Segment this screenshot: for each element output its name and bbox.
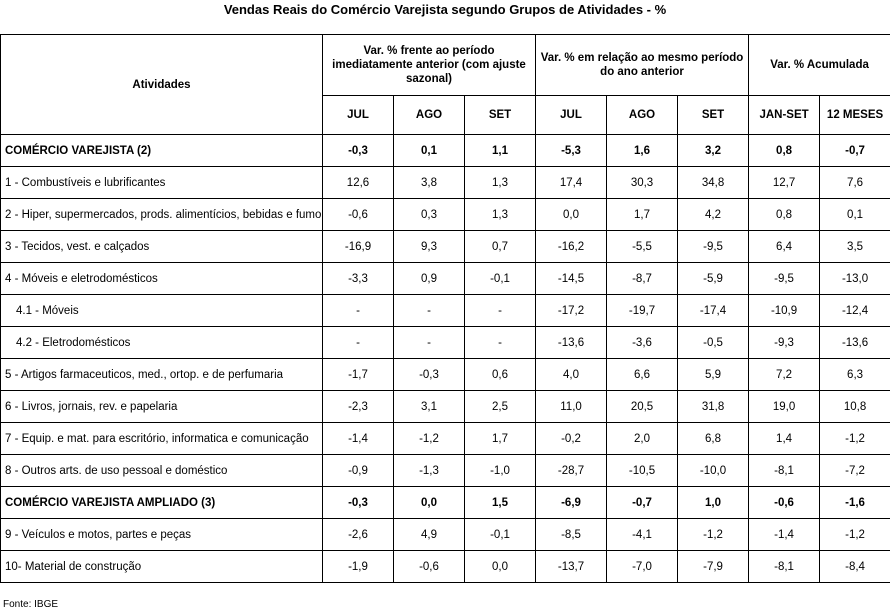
value-cell: -1,2 — [820, 519, 890, 551]
value-cell: 5,9 — [678, 359, 749, 391]
value-cell: -13,0 — [820, 263, 890, 295]
value-cell: -1,4 — [749, 519, 820, 551]
value-cell: 9,3 — [394, 231, 465, 263]
value-cell: -16,9 — [323, 231, 394, 263]
table-row — [1, 423, 890, 455]
row-label: 6 - Livros, jornais, rev. e papelaria — [1, 391, 323, 423]
value-cell: -0,3 — [323, 487, 394, 519]
value-cell: 1,0 — [678, 487, 749, 519]
value-cell: - — [323, 327, 394, 359]
header-month: SET — [678, 96, 749, 135]
value-cell: -14,5 — [536, 263, 607, 295]
value-cell: 34,8 — [678, 167, 749, 199]
header-month: JUL — [536, 96, 607, 135]
value-cell: -7,9 — [678, 551, 749, 583]
table-body — [1, 135, 890, 583]
row-label: COMÉRCIO VAREJISTA (2) — [1, 135, 323, 167]
value-cell: -1,2 — [820, 423, 890, 455]
table-row — [1, 263, 890, 295]
value-cell: -17,2 — [536, 295, 607, 327]
value-cell: -5,5 — [607, 231, 678, 263]
value-cell: -8,1 — [749, 455, 820, 487]
value-cell: 1,3 — [465, 199, 536, 231]
value-cell: 6,3 — [820, 359, 890, 391]
value-cell: 2,5 — [465, 391, 536, 423]
value-cell: 6,8 — [678, 423, 749, 455]
row-label: 4.1 - Móveis — [1, 295, 323, 327]
value-cell: -0,7 — [820, 135, 890, 167]
row-label: 1 - Combustíveis e lubrificantes — [1, 167, 323, 199]
table-row — [1, 455, 890, 487]
value-cell: -9,3 — [749, 327, 820, 359]
value-cell: 0,7 — [465, 231, 536, 263]
value-cell: 1,7 — [465, 423, 536, 455]
table-row — [1, 231, 890, 263]
value-cell: 2,0 — [607, 423, 678, 455]
value-cell: -1,3 — [394, 455, 465, 487]
value-cell: -0,7 — [607, 487, 678, 519]
value-cell: -1,6 — [820, 487, 890, 519]
table-row — [1, 551, 890, 583]
value-cell: -3,3 — [323, 263, 394, 295]
value-cell: -3,6 — [607, 327, 678, 359]
value-cell: -1,2 — [678, 519, 749, 551]
value-cell: -0,1 — [465, 519, 536, 551]
value-cell: -10,9 — [749, 295, 820, 327]
value-cell: -12,4 — [820, 295, 890, 327]
value-cell: 17,4 — [536, 167, 607, 199]
value-cell: - — [465, 295, 536, 327]
value-cell: 3,8 — [394, 167, 465, 199]
value-cell: 0,8 — [749, 135, 820, 167]
table-row — [1, 295, 890, 327]
value-cell: - — [323, 295, 394, 327]
value-cell: -8,4 — [820, 551, 890, 583]
value-cell: 3,1 — [394, 391, 465, 423]
value-cell: -5,3 — [536, 135, 607, 167]
value-cell: 11,0 — [536, 391, 607, 423]
value-cell: 0,8 — [749, 199, 820, 231]
header-activities: Atividades — [1, 35, 323, 135]
value-cell: 1,7 — [607, 199, 678, 231]
value-cell: 4,9 — [394, 519, 465, 551]
value-cell: 10,8 — [820, 391, 890, 423]
value-cell: -28,7 — [536, 455, 607, 487]
value-cell: 7,6 — [820, 167, 890, 199]
value-cell: 0,0 — [394, 487, 465, 519]
table-row — [1, 327, 890, 359]
value-cell: 0,1 — [820, 199, 890, 231]
value-cell: -0,5 — [678, 327, 749, 359]
value-cell: 1,3 — [465, 167, 536, 199]
value-cell: -0,6 — [323, 199, 394, 231]
value-cell: -1,7 — [323, 359, 394, 391]
value-cell: 31,8 — [678, 391, 749, 423]
value-cell: -13,7 — [536, 551, 607, 583]
value-cell: -0,3 — [394, 359, 465, 391]
header-month: AGO — [394, 96, 465, 135]
value-cell: -2,3 — [323, 391, 394, 423]
value-cell: 0,3 — [394, 199, 465, 231]
row-label: 5 - Artigos farmaceuticos, med., ortop. e de perfumaria — [1, 359, 323, 391]
value-cell: -1,0 — [465, 455, 536, 487]
value-cell: 0,6 — [465, 359, 536, 391]
table-row — [1, 519, 890, 551]
row-label: COMÉRCIO VAREJISTA AMPLIADO (3) — [1, 487, 323, 519]
value-cell: -8,7 — [607, 263, 678, 295]
row-label: 4.2 - Eletrodomésticos — [1, 327, 323, 359]
header-month: 12 MESES — [820, 96, 890, 135]
row-label: 7 - Equip. e mat. para escritório, informatica e comunicação — [1, 423, 323, 455]
value-cell: - — [394, 327, 465, 359]
value-cell: 0,1 — [394, 135, 465, 167]
value-cell: -6,9 — [536, 487, 607, 519]
value-cell: -1,2 — [394, 423, 465, 455]
value-cell: 4,2 — [678, 199, 749, 231]
value-cell: 6,4 — [749, 231, 820, 263]
row-label: 3 - Tecidos, vest. e calçados — [1, 231, 323, 263]
table-title: Vendas Reais do Comércio Varejista segundo Grupos de Atividades - % — [223, 2, 667, 17]
value-cell: -4,1 — [607, 519, 678, 551]
value-cell: -17,4 — [678, 295, 749, 327]
value-cell: 1,6 — [607, 135, 678, 167]
value-cell: -0,3 — [323, 135, 394, 167]
value-cell: 7,2 — [749, 359, 820, 391]
value-cell: 3,5 — [820, 231, 890, 263]
header-group-previous-period: Var. % frente ao período imediatamente anterior (com ajuste sazonal) — [323, 35, 536, 96]
value-cell: -2,6 — [323, 519, 394, 551]
value-cell: -10,5 — [607, 455, 678, 487]
header-month: JUL — [323, 96, 394, 135]
value-cell: -19,7 — [607, 295, 678, 327]
value-cell: 1,5 — [465, 487, 536, 519]
value-cell: -5,9 — [678, 263, 749, 295]
header-group-same-period-last-year: Var. % em relação ao mesmo período do ano anterior — [536, 35, 749, 96]
value-cell: 30,3 — [607, 167, 678, 199]
value-cell: -10,0 — [678, 455, 749, 487]
row-label: 2 - Hiper, supermercados, prods. alimentícios, bebidas e fumo — [1, 199, 323, 231]
value-cell: -0,6 — [749, 487, 820, 519]
table-row — [1, 199, 890, 231]
value-cell: -0,2 — [536, 423, 607, 455]
header-month: SET — [465, 96, 536, 135]
table-row — [1, 167, 890, 199]
value-cell: 19,0 — [749, 391, 820, 423]
value-cell: -8,5 — [536, 519, 607, 551]
value-cell: -7,2 — [820, 455, 890, 487]
table-row — [1, 359, 890, 391]
header-group-accumulated: Var. % Acumulada — [749, 35, 890, 96]
value-cell: 6,6 — [607, 359, 678, 391]
value-cell: -0,9 — [323, 455, 394, 487]
row-label: 8 - Outros arts. de uso pessoal e doméstico — [1, 455, 323, 487]
value-cell: 12,7 — [749, 167, 820, 199]
value-cell: -7,0 — [607, 551, 678, 583]
value-cell: 1,4 — [749, 423, 820, 455]
header-month: AGO — [607, 96, 678, 135]
value-cell: -13,6 — [820, 327, 890, 359]
value-cell: 12,6 — [323, 167, 394, 199]
header-month: JAN-SET — [749, 96, 820, 135]
value-cell: -9,5 — [749, 263, 820, 295]
value-cell: 0,0 — [465, 551, 536, 583]
value-cell: -9,5 — [678, 231, 749, 263]
sales-table — [0, 34, 890, 583]
value-cell: -1,9 — [323, 551, 394, 583]
value-cell: - — [394, 295, 465, 327]
row-label: 9 - Veículos e motos, partes e peças — [1, 519, 323, 551]
table-row — [1, 135, 890, 167]
value-cell: 0,9 — [394, 263, 465, 295]
value-cell: 20,5 — [607, 391, 678, 423]
value-cell: 0,0 — [536, 199, 607, 231]
value-cell: -1,4 — [323, 423, 394, 455]
value-cell: 1,1 — [465, 135, 536, 167]
value-cell: -8,1 — [749, 551, 820, 583]
value-cell: -0,1 — [465, 263, 536, 295]
source-note: Fonte: IBGE — [3, 599, 59, 610]
value-cell: -13,6 — [536, 327, 607, 359]
value-cell: -0,6 — [394, 551, 465, 583]
table-row — [1, 391, 890, 423]
value-cell: 4,0 — [536, 359, 607, 391]
row-label: 10- Material de construção — [1, 551, 323, 583]
table-row — [1, 487, 890, 519]
value-cell: - — [465, 327, 536, 359]
value-cell: -16,2 — [536, 231, 607, 263]
value-cell: 3,2 — [678, 135, 749, 167]
row-label: 4 - Móveis e eletrodomésticos — [1, 263, 323, 295]
